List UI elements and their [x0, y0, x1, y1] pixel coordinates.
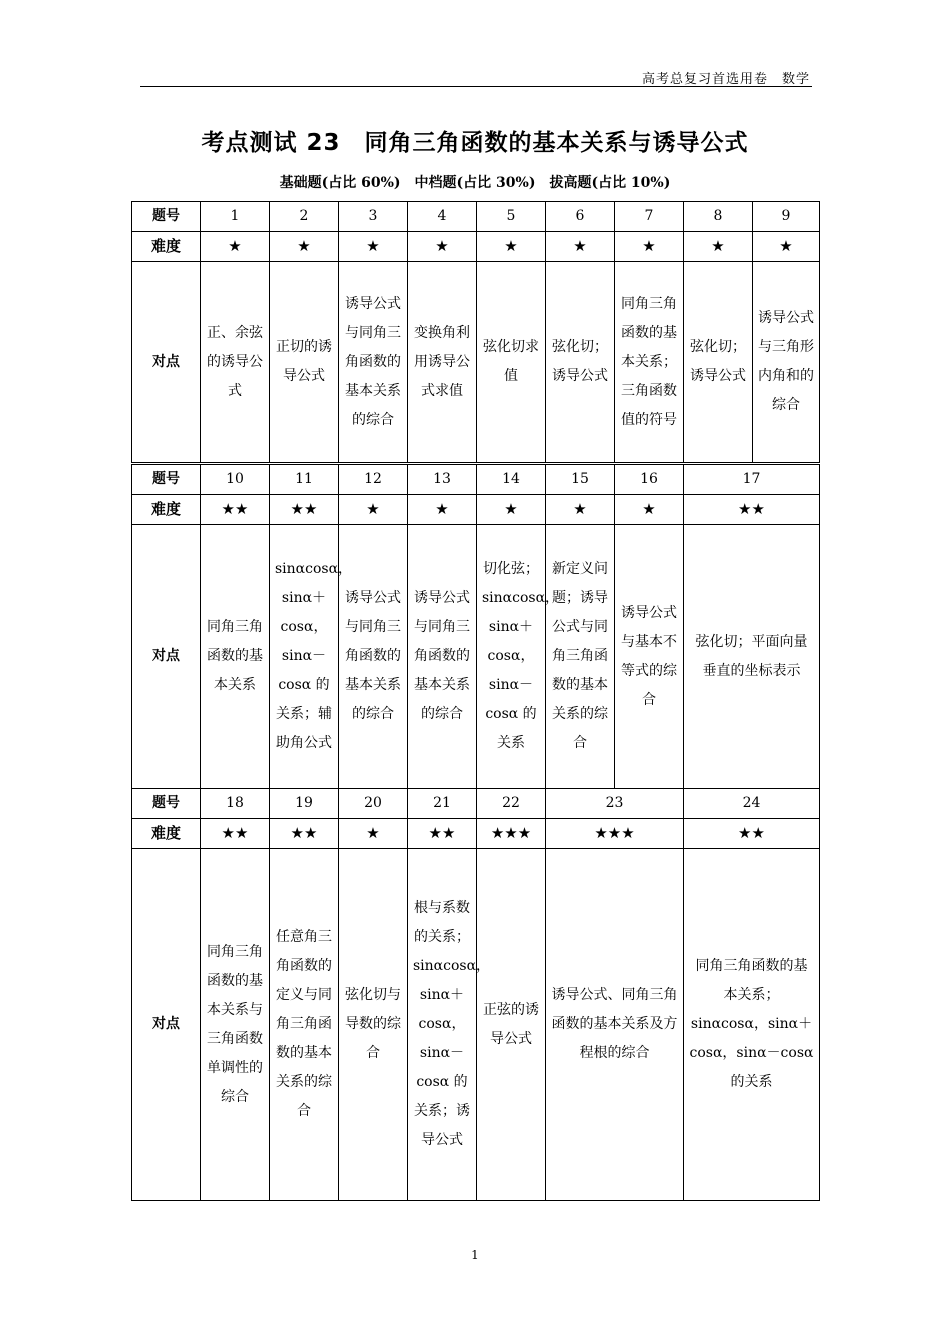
question-number: 20	[339, 789, 408, 819]
topic-row-3	[132, 849, 820, 1201]
number-label: 题号	[132, 202, 201, 232]
difficulty-stars: ★	[339, 495, 408, 525]
question-number: 23	[546, 789, 684, 819]
question-number: 16	[615, 464, 684, 495]
difficulty-stars: ★★	[270, 495, 339, 525]
topic-cell: sinαcosα，sinα＋cosα，sinα－cosα 的关系；辅助角公式	[270, 525, 339, 789]
topic-cell: 弦化切；平面向量垂直的坐标表示	[684, 525, 820, 789]
question-number: 2	[270, 202, 339, 232]
topic-label: 对点	[132, 525, 201, 789]
question-number: 22	[477, 789, 546, 819]
topic-cell: 新定义问题；诱导公式与同角三角函数的基本关系的综合	[546, 525, 615, 789]
question-number: 15	[546, 464, 615, 495]
question-number: 7	[615, 202, 684, 232]
difficulty-stars: ★★	[270, 819, 339, 849]
number-row-1	[132, 202, 820, 232]
difficulty-stars: ★	[477, 495, 546, 525]
topic-cell: 弦化切求值	[477, 262, 546, 464]
difficulty-stars: ★	[615, 495, 684, 525]
difficulty-stars: ★	[408, 232, 477, 262]
difficulty-row-3	[132, 819, 820, 849]
question-number: 21	[408, 789, 477, 819]
number-label: 题号	[132, 789, 201, 819]
topic-cell: 同角三角函数的基本关系与三角函数单调性的综合	[201, 849, 270, 1201]
topic-row-2	[132, 525, 820, 789]
topic-cell: 根与系数的关系；sinαcosα，sinα＋cosα，sinα－cosα 的关系；诱导公式	[408, 849, 477, 1201]
difficulty-stars: ★★	[684, 495, 820, 525]
topic-cell: 弦化切；诱导公式	[684, 262, 753, 464]
topic-cell: 诱导公式与三角形内角和的综合	[753, 262, 820, 464]
difficulty-stars: ★	[408, 495, 477, 525]
number-row-3	[132, 789, 820, 819]
page-title: 考点测试 23 同角三角函数的基本关系与诱导公式	[201, 130, 749, 156]
topic-cell: 诱导公式与同角三角函数的基本关系的综合	[339, 262, 408, 464]
difficulty-row-1	[132, 232, 820, 262]
question-number: 18	[201, 789, 270, 819]
difficulty-stars: ★	[753, 232, 820, 262]
difficulty-stars: ★★★	[477, 819, 546, 849]
difficulty-stars: ★	[546, 232, 615, 262]
difficulty-stars: ★	[477, 232, 546, 262]
difficulty-stars: ★	[270, 232, 339, 262]
question-number: 5	[477, 202, 546, 232]
topic-cell: 切化弦；sinαcosα，sinα＋cosα，sinα－cosα 的关系	[477, 525, 546, 789]
difficulty-stars: ★★	[684, 819, 820, 849]
topic-row-1	[132, 262, 820, 464]
question-number: 3	[339, 202, 408, 232]
difficulty-label: 难度	[132, 495, 201, 525]
topic-cell: 同角三角函数的基本关系；三角函数值的符号	[615, 262, 684, 464]
question-number: 8	[684, 202, 753, 232]
topic-cell: 同角三角函数的基本关系；sinαcosα，sinα＋cosα，sinα－cosα 的关系	[684, 849, 820, 1201]
topic-cell: 诱导公式与同角三角函数的基本关系的综合	[339, 525, 408, 789]
topic-cell: 变换角利用诱导公式求值	[408, 262, 477, 464]
topic-table	[131, 201, 820, 1201]
topic-cell: 诱导公式与同角三角函数的基本关系的综合	[408, 525, 477, 789]
difficulty-distribution: 基础题(占比 60%) 中档题(占比 30%) 拔高题(占比 10%)	[279, 175, 671, 191]
difficulty-stars: ★★	[408, 819, 477, 849]
question-number: 9	[753, 202, 820, 232]
number-label: 题号	[132, 464, 201, 495]
topic-label: 对点	[132, 849, 201, 1201]
difficulty-label: 难度	[132, 232, 201, 262]
header-rule	[140, 86, 812, 87]
running-header: 高考总复习首选用卷 数学	[641, 72, 810, 87]
topic-cell: 任意角三角函数的定义与同角三角函数的基本关系的综合	[270, 849, 339, 1201]
question-number: 6	[546, 202, 615, 232]
difficulty-stars: ★	[546, 495, 615, 525]
question-number: 19	[270, 789, 339, 819]
topic-cell: 诱导公式与基本不等式的综合	[615, 525, 684, 789]
difficulty-stars: ★★	[201, 495, 270, 525]
question-number: 1	[201, 202, 270, 232]
difficulty-stars: ★	[339, 819, 408, 849]
topic-label: 对点	[132, 262, 201, 464]
question-number: 14	[477, 464, 546, 495]
difficulty-stars: ★	[201, 232, 270, 262]
topic-cell: 弦化切；诱导公式	[546, 262, 615, 464]
topic-cell: 诱导公式、同角三角函数的基本关系及方程根的综合	[546, 849, 684, 1201]
topic-cell: 正切的诱导公式	[270, 262, 339, 464]
topic-cell: 正、余弦的诱导公式	[201, 262, 270, 464]
number-row-2	[132, 464, 820, 495]
page-number: 1	[471, 1248, 479, 1262]
difficulty-label: 难度	[132, 819, 201, 849]
difficulty-stars: ★★	[201, 819, 270, 849]
question-number: 10	[201, 464, 270, 495]
difficulty-stars: ★	[615, 232, 684, 262]
difficulty-stars: ★	[684, 232, 753, 262]
question-number: 17	[684, 464, 820, 495]
difficulty-stars: ★	[339, 232, 408, 262]
topic-cell: 同角三角函数的基本关系	[201, 525, 270, 789]
question-number: 4	[408, 202, 477, 232]
topic-cell: 弦化切与导数的综合	[339, 849, 408, 1201]
question-number: 11	[270, 464, 339, 495]
question-number: 24	[684, 789, 820, 819]
question-number: 13	[408, 464, 477, 495]
difficulty-row-2	[132, 495, 820, 525]
question-number: 12	[339, 464, 408, 495]
difficulty-stars: ★★★	[546, 819, 684, 849]
topic-cell: 正弦的诱导公式	[477, 849, 546, 1201]
